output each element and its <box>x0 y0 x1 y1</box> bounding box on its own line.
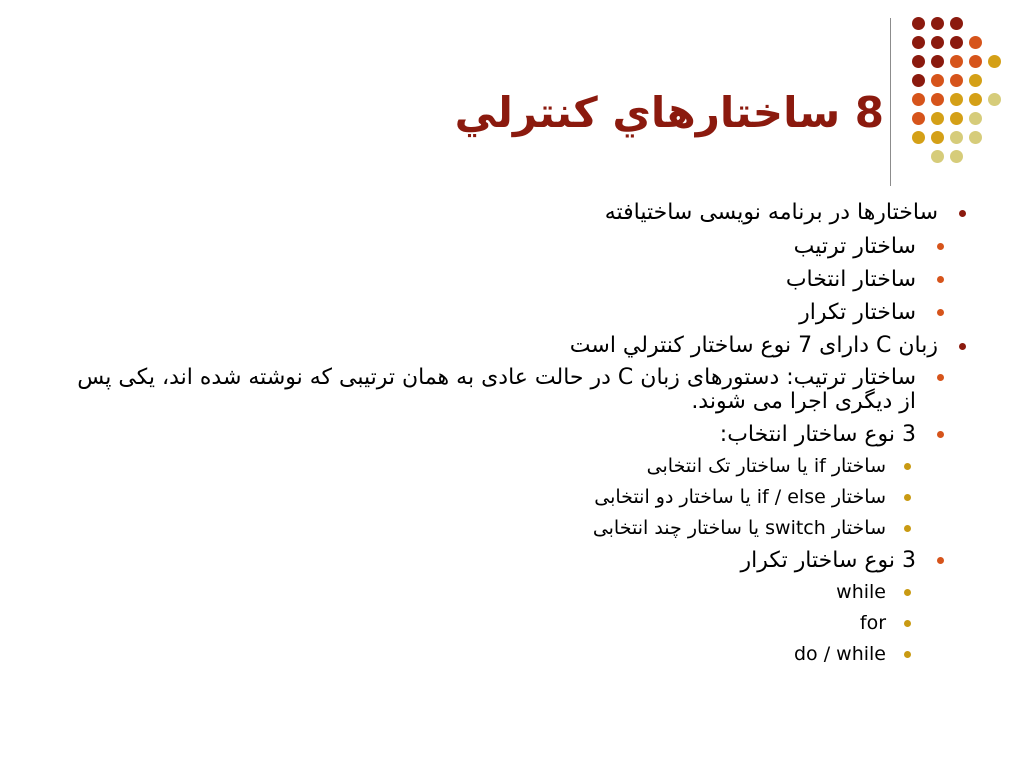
bullet-item-level3 <box>60 482 966 513</box>
decorative-dot <box>950 36 963 49</box>
bullet-text: ساختار تکرار <box>799 300 916 325</box>
bullet-item-level2 <box>60 363 966 418</box>
bullet-item-level3 <box>60 513 966 544</box>
bullet-dot-icon <box>937 276 944 283</box>
bullet-dot-icon <box>904 620 911 627</box>
decorative-dot <box>912 55 925 68</box>
decorative-dot <box>969 112 982 125</box>
bullet-dot-icon <box>937 557 944 564</box>
decorative-dot <box>988 55 1001 68</box>
title-area <box>454 88 884 137</box>
bullet-dot-icon <box>904 651 911 658</box>
bullet-dot-icon <box>904 589 911 596</box>
decorative-dot <box>969 131 982 144</box>
bullet-dot-icon <box>959 210 966 217</box>
decorative-dot <box>969 74 982 87</box>
bullet-text: ساختارها در برنامه نویسی ساختیافته <box>604 200 938 225</box>
bullet-text: ساختار انتخاب <box>785 267 916 292</box>
decorative-dot <box>950 55 963 68</box>
bullet-item-level3 <box>60 577 966 608</box>
bullet-item-level2 <box>60 418 966 451</box>
decorative-dot <box>950 74 963 87</box>
decorative-dot <box>950 150 963 163</box>
bullet-text: ساختار if / else یا ساختار دو انتخابی <box>594 486 886 508</box>
decorative-dot <box>950 131 963 144</box>
bullet-item-level3 <box>60 451 966 482</box>
bullet-text: 3 نوع ساختار انتخاب: <box>719 422 916 447</box>
decorative-dot <box>912 17 925 30</box>
bullet-item-level1 <box>60 196 966 230</box>
bullet-text: ساختار ترتیب: دستورهای زبان C در حالت عادی به همان ترتیبی که نوشته شده اند، یکی پس از دیگری اجرا می شوند. <box>77 365 916 414</box>
decorative-dot <box>969 93 982 106</box>
bullet-dot-icon <box>904 463 911 470</box>
decorative-dot <box>988 93 1001 106</box>
decorative-dot <box>931 17 944 30</box>
decorative-dot <box>931 55 944 68</box>
decorative-dot <box>969 36 982 49</box>
bullet-text: do / while <box>794 643 886 665</box>
bullet-item-level1 <box>60 329 966 363</box>
decorative-dot <box>912 93 925 106</box>
bullet-dot-icon <box>937 431 944 438</box>
decorative-dot <box>931 74 944 87</box>
bullet-item-level2 <box>60 296 966 329</box>
decorative-dot <box>950 93 963 106</box>
bullet-text: ساختار switch یا ساختار چند انتخابی <box>592 517 886 539</box>
bullet-text: ساختار if یا ساختار تک انتخابی <box>646 455 886 477</box>
decorative-dot <box>912 131 925 144</box>
slide-title: 8 ساختارهاي كنترلي <box>454 88 884 137</box>
decorative-dot <box>950 112 963 125</box>
bullet-text: زبان C دارای 7 نوع ساختار كنترلي است <box>569 333 938 358</box>
bullet-dot-icon <box>904 494 911 501</box>
bullet-text: ساختار ترتیب <box>793 234 916 259</box>
decorative-dot <box>931 36 944 49</box>
bullet-text: for <box>859 612 886 634</box>
decorative-dot <box>931 93 944 106</box>
decorative-dot <box>912 112 925 125</box>
bullet-text: while <box>836 581 886 603</box>
title-divider-line <box>890 18 891 186</box>
bullet-dot-icon <box>904 525 911 532</box>
bullet-item-level3 <box>60 608 966 639</box>
decorative-dot <box>950 17 963 30</box>
bullet-dot-icon <box>937 374 944 381</box>
decorative-dot <box>931 150 944 163</box>
slide-body <box>60 196 966 670</box>
decorative-dot <box>931 131 944 144</box>
bullet-dot-icon <box>959 343 966 350</box>
bullet-dot-icon <box>937 243 944 250</box>
decorative-dot <box>931 112 944 125</box>
bullet-item-level3 <box>60 639 966 670</box>
bullet-item-level2 <box>60 263 966 296</box>
bullet-item-level2 <box>60 230 966 263</box>
bullet-item-level2 <box>60 544 966 577</box>
decorative-dot <box>912 36 925 49</box>
decorative-dot <box>912 74 925 87</box>
bullet-text: 3 نوع ساختار تکرار <box>740 548 916 573</box>
bullet-dot-icon <box>937 309 944 316</box>
decorative-dot <box>969 55 982 68</box>
